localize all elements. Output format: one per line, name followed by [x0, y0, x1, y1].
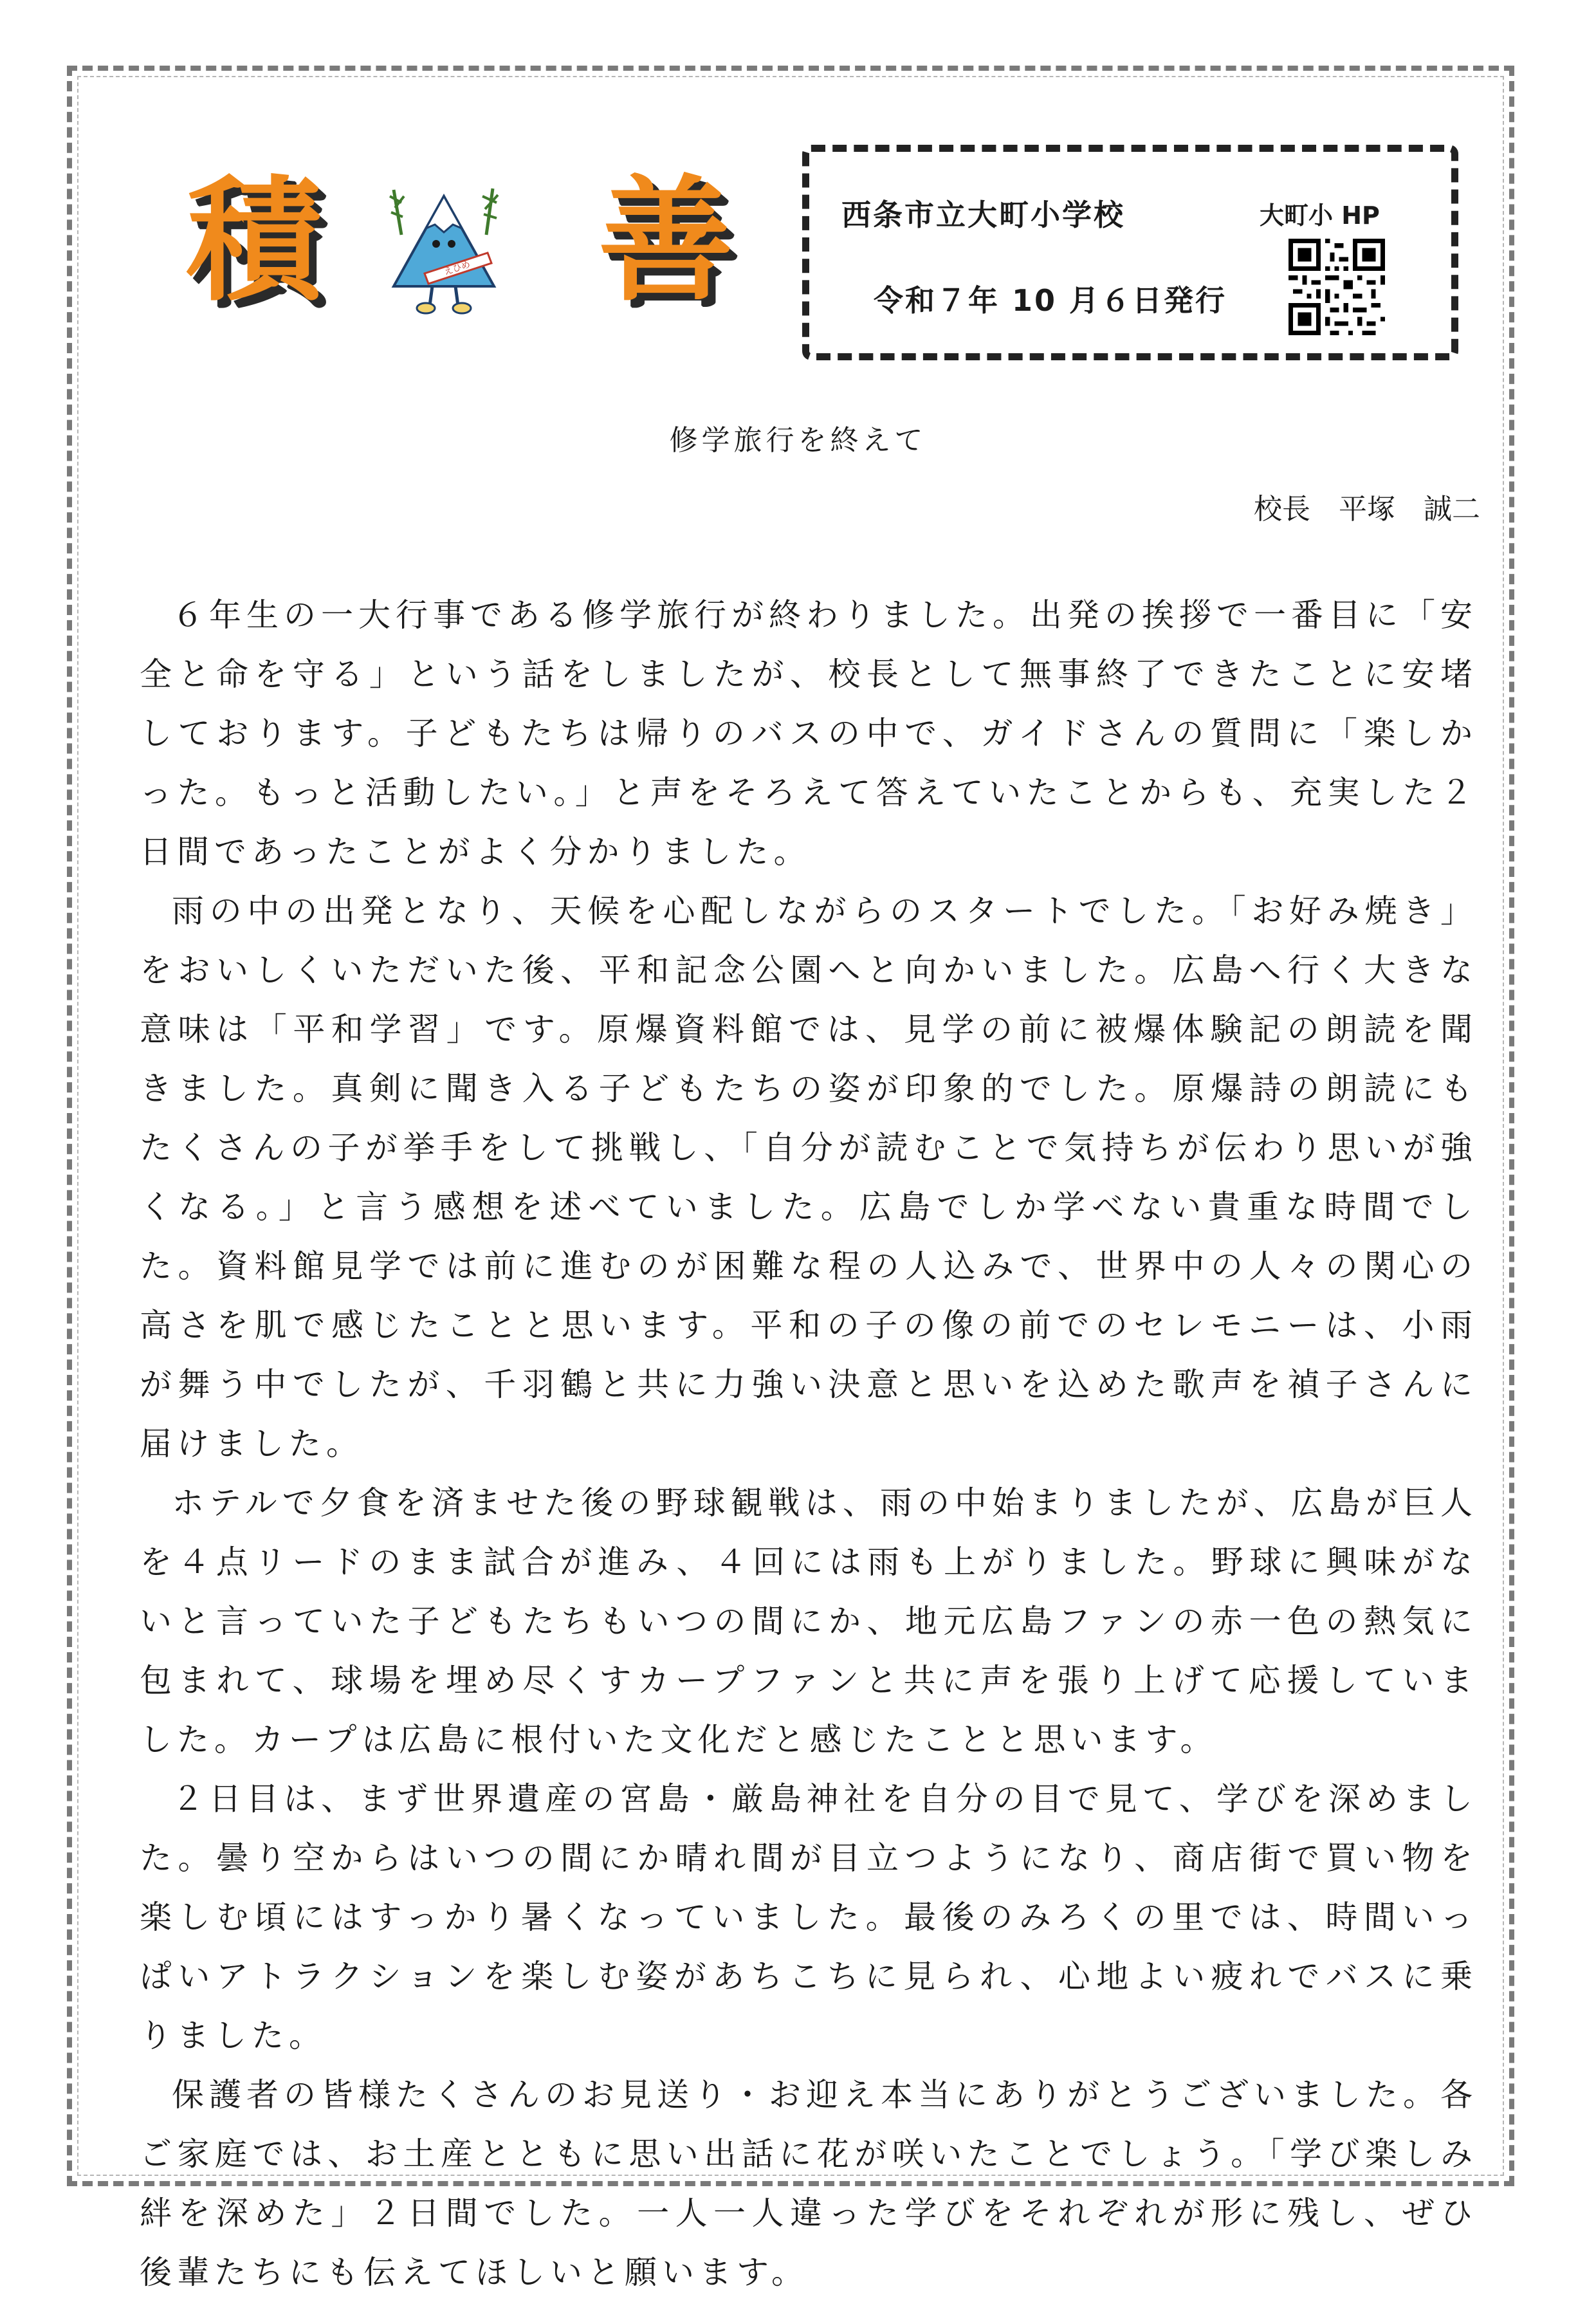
pine-sprig-left: [390, 190, 404, 235]
mascot-eye-left: [432, 240, 440, 248]
masthead-title-char-1: 積: [187, 162, 322, 320]
article-paragraph: 保護者の皆様たくさんのお見送り・お迎え本当にありがとうございました。各ご家庭では、お土産とともに思い出話に花が咲いたことでしょう。「学び楽しみ絆を深めた」２日間でした。一人一人違った学びをそれぞれが形に残し、ぜひ後輩たちにも伝えてほしいと願います。: [140, 2076, 1478, 2291]
article-author: 校長 平塚 誠二: [1254, 493, 1480, 526]
article-paragraph: ６年生の一大行事である修学旅行が終わりました。出発の挨拶で一番目に「安全と命を守る」という話をしましたが、校長として無事終了できたことに安堵しております。子どもたちは帰りのバスの中で、ガイドさんの質問に「楽しかった。もっと活動したい。」と声をそろえて答えていたことからも、充実した２日間であったことがよく分かりました。: [140, 596, 1478, 870]
mascot-foot-right: [453, 303, 471, 313]
mascot-eye-right: [448, 240, 455, 248]
issue-date: 令和７年 10 月６日発行: [874, 283, 1227, 318]
pine-sprig-right: [482, 189, 498, 235]
qr-code-icon[interactable]: [1289, 239, 1385, 335]
mascot-sash-text: えひめ: [443, 259, 472, 278]
article-paragraph: 雨の中の出発となり、天候を心配しながらのスタートでした。「お好み焼き」をおいしくいただいた後、平和記念公園へと向かいました。広島へ行く大きな意味は「平和学習」です。原爆資料館では、見学の前に被爆体験記の朗読を聞きました。真剣に聞き入る子どもたちの姿が印象的でした。原爆詩の朗読にもたくさんの子が挙手をして挑戦し、「自分が読むことで気持ちが伝わり思いが強くなる。」と言う感想を述べていました。広島でしか学べない貴重な時間でした。資料館見学では前に進むのが困難な程の人込みで、世界中の人々の関心の高さを肌で感じたことと思います。平和の子の像の前でのセレモニーは、小雨が舞う中でしたが、千羽鶴と共に力強い決意と思いを込めた歌声を禎子さんに届けました。: [140, 892, 1478, 1462]
article-paragraph: ホテルで夕食を済ませた後の野球観戦は、雨の中始まりましたが、広島が巨人を４点リードのまま試合が進み、４回には雨も上がりました。野球に興味がないと言っていた子どもたちもいつの間にか、地元広島ファンの赤一色の熱気に包まれて、球場を埋め尽くすカープファンと共に声を張り上げて応援していました。カープは広島に根付いた文化だと感じたことと思います。: [140, 1484, 1478, 1758]
masthead: [187, 164, 753, 331]
mascot-snow-cap: [426, 196, 462, 232]
mascot-illustration: [380, 177, 508, 318]
homepage-label: 大町小 HP: [1260, 201, 1380, 230]
issue-info-box: [802, 145, 1458, 360]
school-name: 西条市立大町小学校: [841, 198, 1125, 232]
article-title: 修学旅行を終えて: [669, 424, 927, 457]
article-body: [140, 585, 1478, 2302]
article-paragraph: ２日目は、まず世界遺産の宮島・厳島神社を自分の目で見て、学びを深めました。曇り空からはいつの間にか晴れ間が目立つようになり、商店街で買い物を楽しむ頃にはすっかり暑くなっていました。最後のみろくの里では、時間いっぱいアトラクションを楽しむ姿があちこちに見られ、心地よい疲れでバスに乗りました。: [140, 1780, 1478, 2054]
mascot-foot-left: [417, 303, 435, 313]
masthead-title-char-2: 善: [598, 162, 734, 320]
